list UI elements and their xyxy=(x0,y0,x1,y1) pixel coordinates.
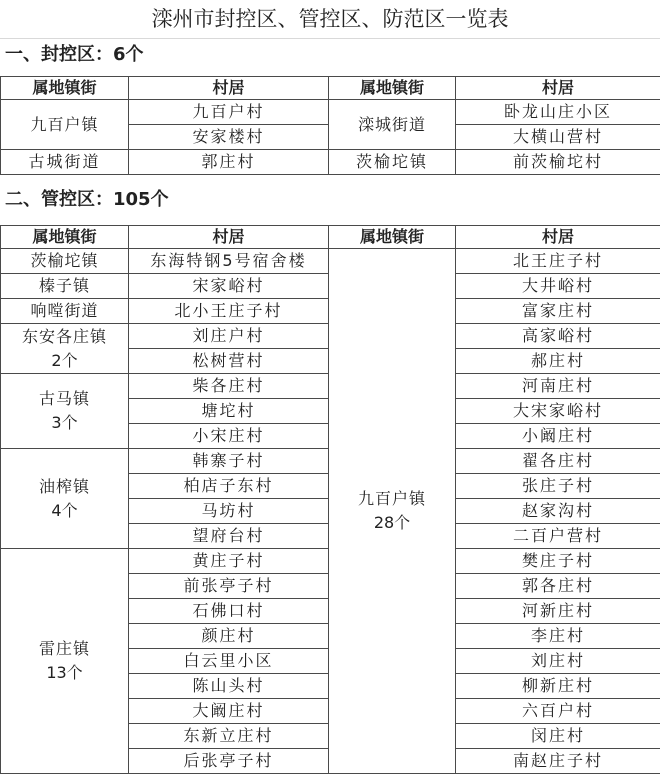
town-cell xyxy=(1,549,129,774)
village-cell: 卧龙山庄小区 xyxy=(456,100,660,125)
town-name: 九百户镇 xyxy=(357,489,426,508)
village-cell: 闵庄村 xyxy=(456,724,660,749)
village-cell: 郭庄村 xyxy=(129,150,329,175)
town-count: 4个 xyxy=(51,500,78,520)
village-cell: 张庄子村 xyxy=(456,474,660,499)
village-cell: 塘坨村 xyxy=(129,399,329,424)
village-cell: 安家楼村 xyxy=(129,125,329,150)
village-cell: 宋家峪村 xyxy=(129,274,329,299)
town-count: 28个 xyxy=(373,513,411,532)
village-cell: 赵家沟村 xyxy=(456,499,660,524)
header-village: 村居 xyxy=(456,226,660,249)
table-row xyxy=(1,150,660,175)
village-cell: 黄庄子村 xyxy=(129,549,329,574)
table-header-row xyxy=(1,77,660,100)
village-cell: 北小王庄子村 xyxy=(129,299,329,324)
village-cell: 小阚庄村 xyxy=(456,424,660,449)
village-cell: 翟各庄村 xyxy=(456,449,660,474)
table-header-row xyxy=(1,226,660,249)
town-cell xyxy=(1,274,129,299)
town-cell xyxy=(1,374,129,449)
town-cell: 古城街道 xyxy=(1,150,129,175)
village-cell: 陈山头村 xyxy=(129,674,329,699)
village-cell: 九百户村 xyxy=(129,100,329,125)
village-cell: 高家峪村 xyxy=(456,324,660,349)
town-cell xyxy=(1,249,129,274)
village-cell: 富家庄村 xyxy=(456,299,660,324)
village-cell: 二百户营村 xyxy=(456,524,660,549)
village-cell: 李庄村 xyxy=(456,624,660,649)
village-cell: 南赵庄子村 xyxy=(456,749,660,774)
header-village: 村居 xyxy=(456,77,660,100)
town-cell: 茨榆坨镇 xyxy=(329,150,456,175)
town-count: 3个 xyxy=(51,413,78,432)
town-name: 榛子镇 xyxy=(38,276,90,295)
village-cell: 望府台村 xyxy=(129,524,329,549)
village-cell: 樊庄子村 xyxy=(456,549,660,574)
village-cell: 东新立庄村 xyxy=(129,724,329,749)
town-count: 2个 xyxy=(51,350,78,370)
header-village: 村居 xyxy=(129,226,329,249)
village-cell: 松树营村 xyxy=(129,349,329,374)
header-town: 属地镇街 xyxy=(329,226,456,249)
village-cell: 大井峪村 xyxy=(456,274,660,299)
town-name: 油榨镇 xyxy=(38,476,90,496)
table-row xyxy=(1,100,660,125)
page-title: 滦州市封控区、管控区、防范区一览表 xyxy=(0,0,660,39)
village-cell: 柳新庄村 xyxy=(456,674,660,699)
village-cell: 郭各庄村 xyxy=(456,574,660,599)
header-village: 村居 xyxy=(129,77,329,100)
village-cell: 大宋家峪村 xyxy=(456,399,660,424)
village-cell: 柴各庄村 xyxy=(129,374,329,399)
town-cell: 滦城街道 xyxy=(329,100,456,150)
village-cell: 小宋庄村 xyxy=(129,424,329,449)
village-cell: 颜庄村 xyxy=(129,624,329,649)
section-heading-control: 二、管控区：105个 xyxy=(5,189,169,210)
town-count: 13个 xyxy=(46,663,83,682)
village-cell: 北王庄子村 xyxy=(456,249,660,274)
village-cell: 河新庄村 xyxy=(456,599,660,624)
village-cell: 郝庄村 xyxy=(456,349,660,374)
village-cell: 东海特钢5号宿舍楼 xyxy=(129,249,329,274)
control-table xyxy=(0,225,660,774)
village-cell: 刘庄户村 xyxy=(129,324,329,349)
town-cell xyxy=(1,299,129,324)
village-cell: 马坊村 xyxy=(129,499,329,524)
town-cell: 九百户镇 xyxy=(1,100,129,150)
lockdown-table xyxy=(0,76,660,175)
village-cell: 韩寨子村 xyxy=(129,449,329,474)
town-cell xyxy=(1,324,129,374)
header-town: 属地镇街 xyxy=(1,77,129,100)
village-cell: 石佛口村 xyxy=(129,599,329,624)
village-cell: 后张亭子村 xyxy=(129,749,329,774)
section-heading-lockdown: 一、封控区：6个 xyxy=(5,44,144,65)
village-cell: 前茨榆坨村 xyxy=(456,150,660,175)
village-cell: 六百户村 xyxy=(456,699,660,724)
header-town: 属地镇街 xyxy=(329,77,456,100)
header-town: 属地镇街 xyxy=(1,226,129,249)
town-name: 响嘡街道 xyxy=(30,301,99,320)
village-cell: 大阚庄村 xyxy=(129,699,329,724)
village-cell: 白云里小区 xyxy=(129,649,329,674)
table-row xyxy=(1,249,660,274)
village-cell: 刘庄村 xyxy=(456,649,660,674)
town-name: 东安各庄镇 xyxy=(21,326,107,346)
town-name: 雷庄镇 xyxy=(38,639,90,658)
village-cell: 柏店子东村 xyxy=(129,474,329,499)
village-cell: 河南庄村 xyxy=(456,374,660,399)
town-cell xyxy=(329,249,456,774)
village-cell: 前张亭子村 xyxy=(129,574,329,599)
village-cell: 大横山营村 xyxy=(456,125,660,150)
town-cell xyxy=(1,449,129,549)
town-name: 茨榆坨镇 xyxy=(30,251,99,270)
town-name: 古马镇 xyxy=(38,389,90,408)
